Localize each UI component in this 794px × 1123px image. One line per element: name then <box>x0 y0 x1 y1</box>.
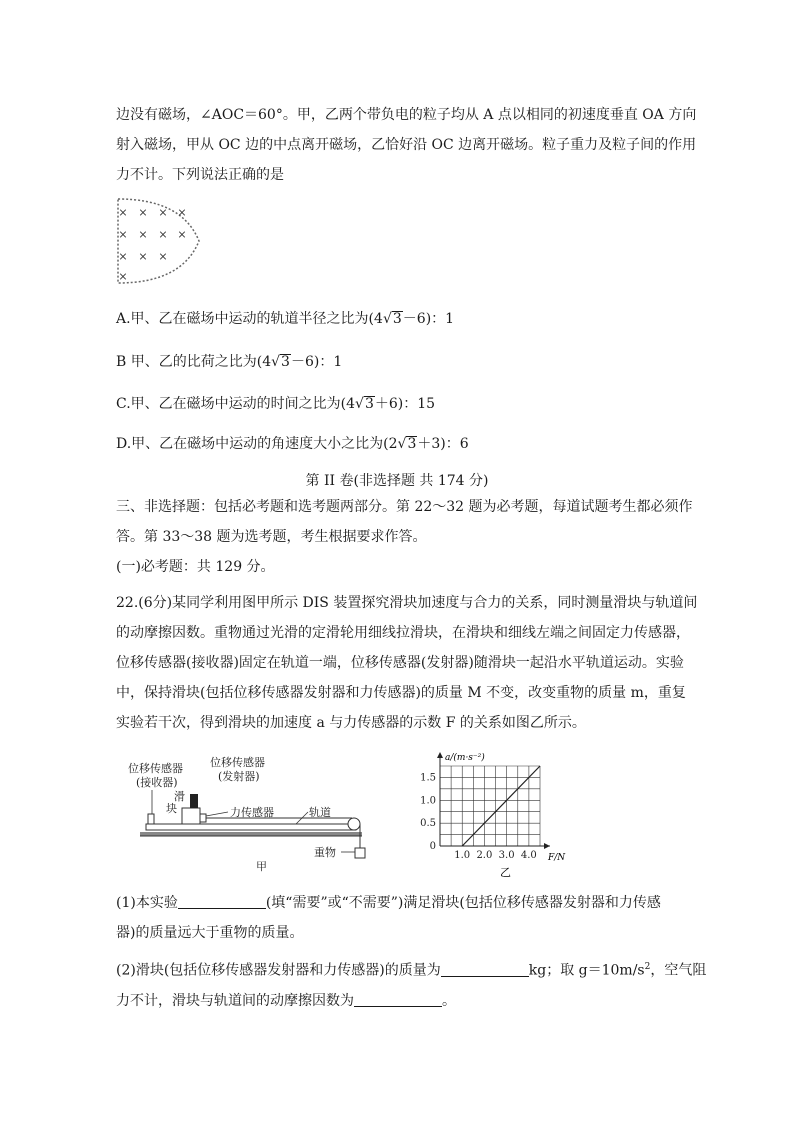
option-d-post: ＋3)：6 <box>417 436 469 452</box>
field-cross: × <box>138 228 148 241</box>
q22-line-3: 位移传感器(接收器)固定在轨道一端，位移传感器(发射器)随滑块一起沿水平轨道运动。实验 <box>116 655 684 671</box>
intro-line-2: 射入磁场，甲从 OC 边的中点离开磁场，乙恰好沿 OC 边离开磁场。粒子重力及粒子间的作用 <box>116 137 697 153</box>
force-sensor <box>200 814 206 822</box>
magnetic-field-figure <box>112 193 208 289</box>
y-tick-label: 0.5 <box>420 818 436 830</box>
field-cross: × <box>118 228 128 241</box>
option-b: B 甲、乙的比荷之比为(4√3－6)：1 <box>116 354 343 370</box>
weight-label: 重物 <box>314 846 336 859</box>
q2-line2-pre: 力不计，滑块与轨道间的动摩擦因数为 <box>116 992 354 1009</box>
x-axis-arrow <box>544 843 550 849</box>
q2-pre: (2)滑块(包括位移传感器发射器和力传感器)的质量为 <box>116 962 441 979</box>
slider-label-1: 滑 <box>174 790 185 803</box>
x-tick-label: 3.0 <box>498 850 515 861</box>
option-b-post: －6)：1 <box>290 354 343 370</box>
emitter-label-2: (发射器) <box>218 770 260 783</box>
intro-line-1: 边没有磁场，∠AOC＝60°。甲，乙两个带负电的粒子均从 A 点以相同的初速度垂直 OA 方向 <box>116 107 697 123</box>
option-a-radicand: 3 <box>392 311 402 327</box>
y-axis-arrow <box>437 752 443 758</box>
y-axis-label: a/(m·s⁻²) <box>445 753 485 763</box>
option-c-radicand: 3 <box>364 396 374 412</box>
figure-yi-caption: 乙 <box>500 866 511 879</box>
q1-post: (填“需要”或“不需要”)满足滑块(包括位移传感器发射器和力传感 <box>265 895 661 911</box>
field-cross: × <box>158 250 168 263</box>
sub-question-1 <box>116 888 686 948</box>
option-c-pre: C.甲、乙在磁场中运动的时间之比为(4 <box>116 396 356 412</box>
option-b-pre: B 甲、乙的比荷之比为(4 <box>116 354 272 370</box>
option-a: A.甲、乙在磁场中运动的轨道半径之比为(4√3－6)：1 <box>116 311 455 327</box>
track-label: 轨道 <box>309 806 331 819</box>
field-cross: × <box>118 206 128 219</box>
part3-line-1: 三、非选择题：包括必考题和选考题两部分。第 22～32 题为必考题，每道试题考生都必须作 <box>116 499 693 515</box>
receiver-label-1: 位移传感器 <box>128 762 183 775</box>
y-tick-label: 1.5 <box>420 772 436 784</box>
figure-jia-caption: 甲 <box>256 860 267 873</box>
x-tick-label: 4.0 <box>520 850 537 861</box>
q2-post: ，空气阻 <box>650 962 707 979</box>
x-tick-label: 1.0 <box>454 850 471 861</box>
q22-line-4: 中，保持滑块(包括位移传感器发射器和力传感器)的质量 M 不变，改变重物的质量 m，重复 <box>116 685 686 701</box>
slider-block <box>182 808 200 824</box>
emitter <box>190 794 198 808</box>
option-a-post: －6)：1 <box>402 311 455 327</box>
apparatus-figure <box>126 752 386 878</box>
part3-line-2: 答。第 33～38 题为选考题，考生根据要求作答。 <box>116 529 427 545</box>
option-d-pre: D.甲、乙在磁场中运动的角速度大小之比为(2 <box>116 436 398 452</box>
q1-line-2: 器)的质量远大于重物的质量。 <box>116 925 304 941</box>
a-f-chart <box>400 748 580 880</box>
required-heading: (一)必考题：共 129 分。 <box>116 559 275 575</box>
q2-mass-blank[interactable] <box>441 962 529 977</box>
q22-line-5: 实验若干次，得到滑块的加速度 a 与力传感器的示数 F 的关系如图乙所示。 <box>116 715 586 731</box>
q2-superscript: 2 <box>644 962 651 972</box>
emitter-label-1: 位移传感器 <box>210 756 265 769</box>
intro-paragraph <box>116 100 697 190</box>
q2-mid: kg；取 g＝10m/s <box>528 962 645 979</box>
q2-line2-post: 。 <box>442 992 456 1009</box>
question-22 <box>116 588 698 738</box>
q2-friction-blank[interactable] <box>354 992 442 1007</box>
track <box>146 824 356 830</box>
option-c: C.甲、乙在磁场中运动的时间之比为(4√3＋6)：15 <box>116 396 436 412</box>
field-cross: × <box>118 270 128 283</box>
option-a-pre: A.甲、乙在磁场中运动的轨道半径之比为(4 <box>116 311 383 327</box>
field-cross: × <box>177 228 187 241</box>
q1-answer-blank[interactable] <box>178 894 266 909</box>
option-d: D.甲、乙在磁场中运动的角速度大小之比为(2√3＋3)：6 <box>116 436 469 452</box>
option-b-radicand: 3 <box>281 354 290 370</box>
pulley <box>348 818 360 830</box>
y-tick-label: 1.0 <box>420 795 436 807</box>
section-title: 第 II 卷(非选择题 共 174 分) <box>305 473 489 489</box>
field-cross: × <box>177 206 187 219</box>
series-line <box>462 766 540 846</box>
field-cross: × <box>158 228 168 241</box>
option-d-radicand: 3 <box>407 436 417 452</box>
force-sensor-leader <box>206 812 228 816</box>
receiver-block <box>148 814 154 824</box>
intro-line-3: 力不计。下列说法正确的是 <box>116 167 284 183</box>
option-c-post: ＋6)：15 <box>374 396 436 412</box>
sub-question-2 <box>116 952 707 1016</box>
force-sensor-label: 力传感器 <box>230 806 274 819</box>
q22-line-2: 的动摩擦因数。重物通过光滑的定滑轮用细线拉滑块，在滑块和细线左端之间固定力传感器， <box>116 625 690 641</box>
field-cross: × <box>138 250 148 263</box>
field-cross: × <box>158 206 168 219</box>
field-cross: × <box>138 206 148 219</box>
q22-line-1: 22.(6分)某同学利用图甲所示 DIS 装置探究滑块加速度与合力的关系，同时测量滑块与轨道间 <box>116 595 698 611</box>
x-axis-label: F/N <box>548 853 566 863</box>
receiver-label-2: (接收器) <box>136 776 178 789</box>
part3-paragraph <box>116 492 693 582</box>
field-cross: × <box>118 250 128 263</box>
x-tick-label: 2.0 <box>476 850 493 861</box>
weight-block <box>355 848 365 858</box>
y-tick-label: 0 <box>429 841 436 852</box>
q1-pre: (1)本实验 <box>116 895 178 911</box>
ground <box>140 832 362 836</box>
slider-label-2: 块 <box>166 802 177 815</box>
